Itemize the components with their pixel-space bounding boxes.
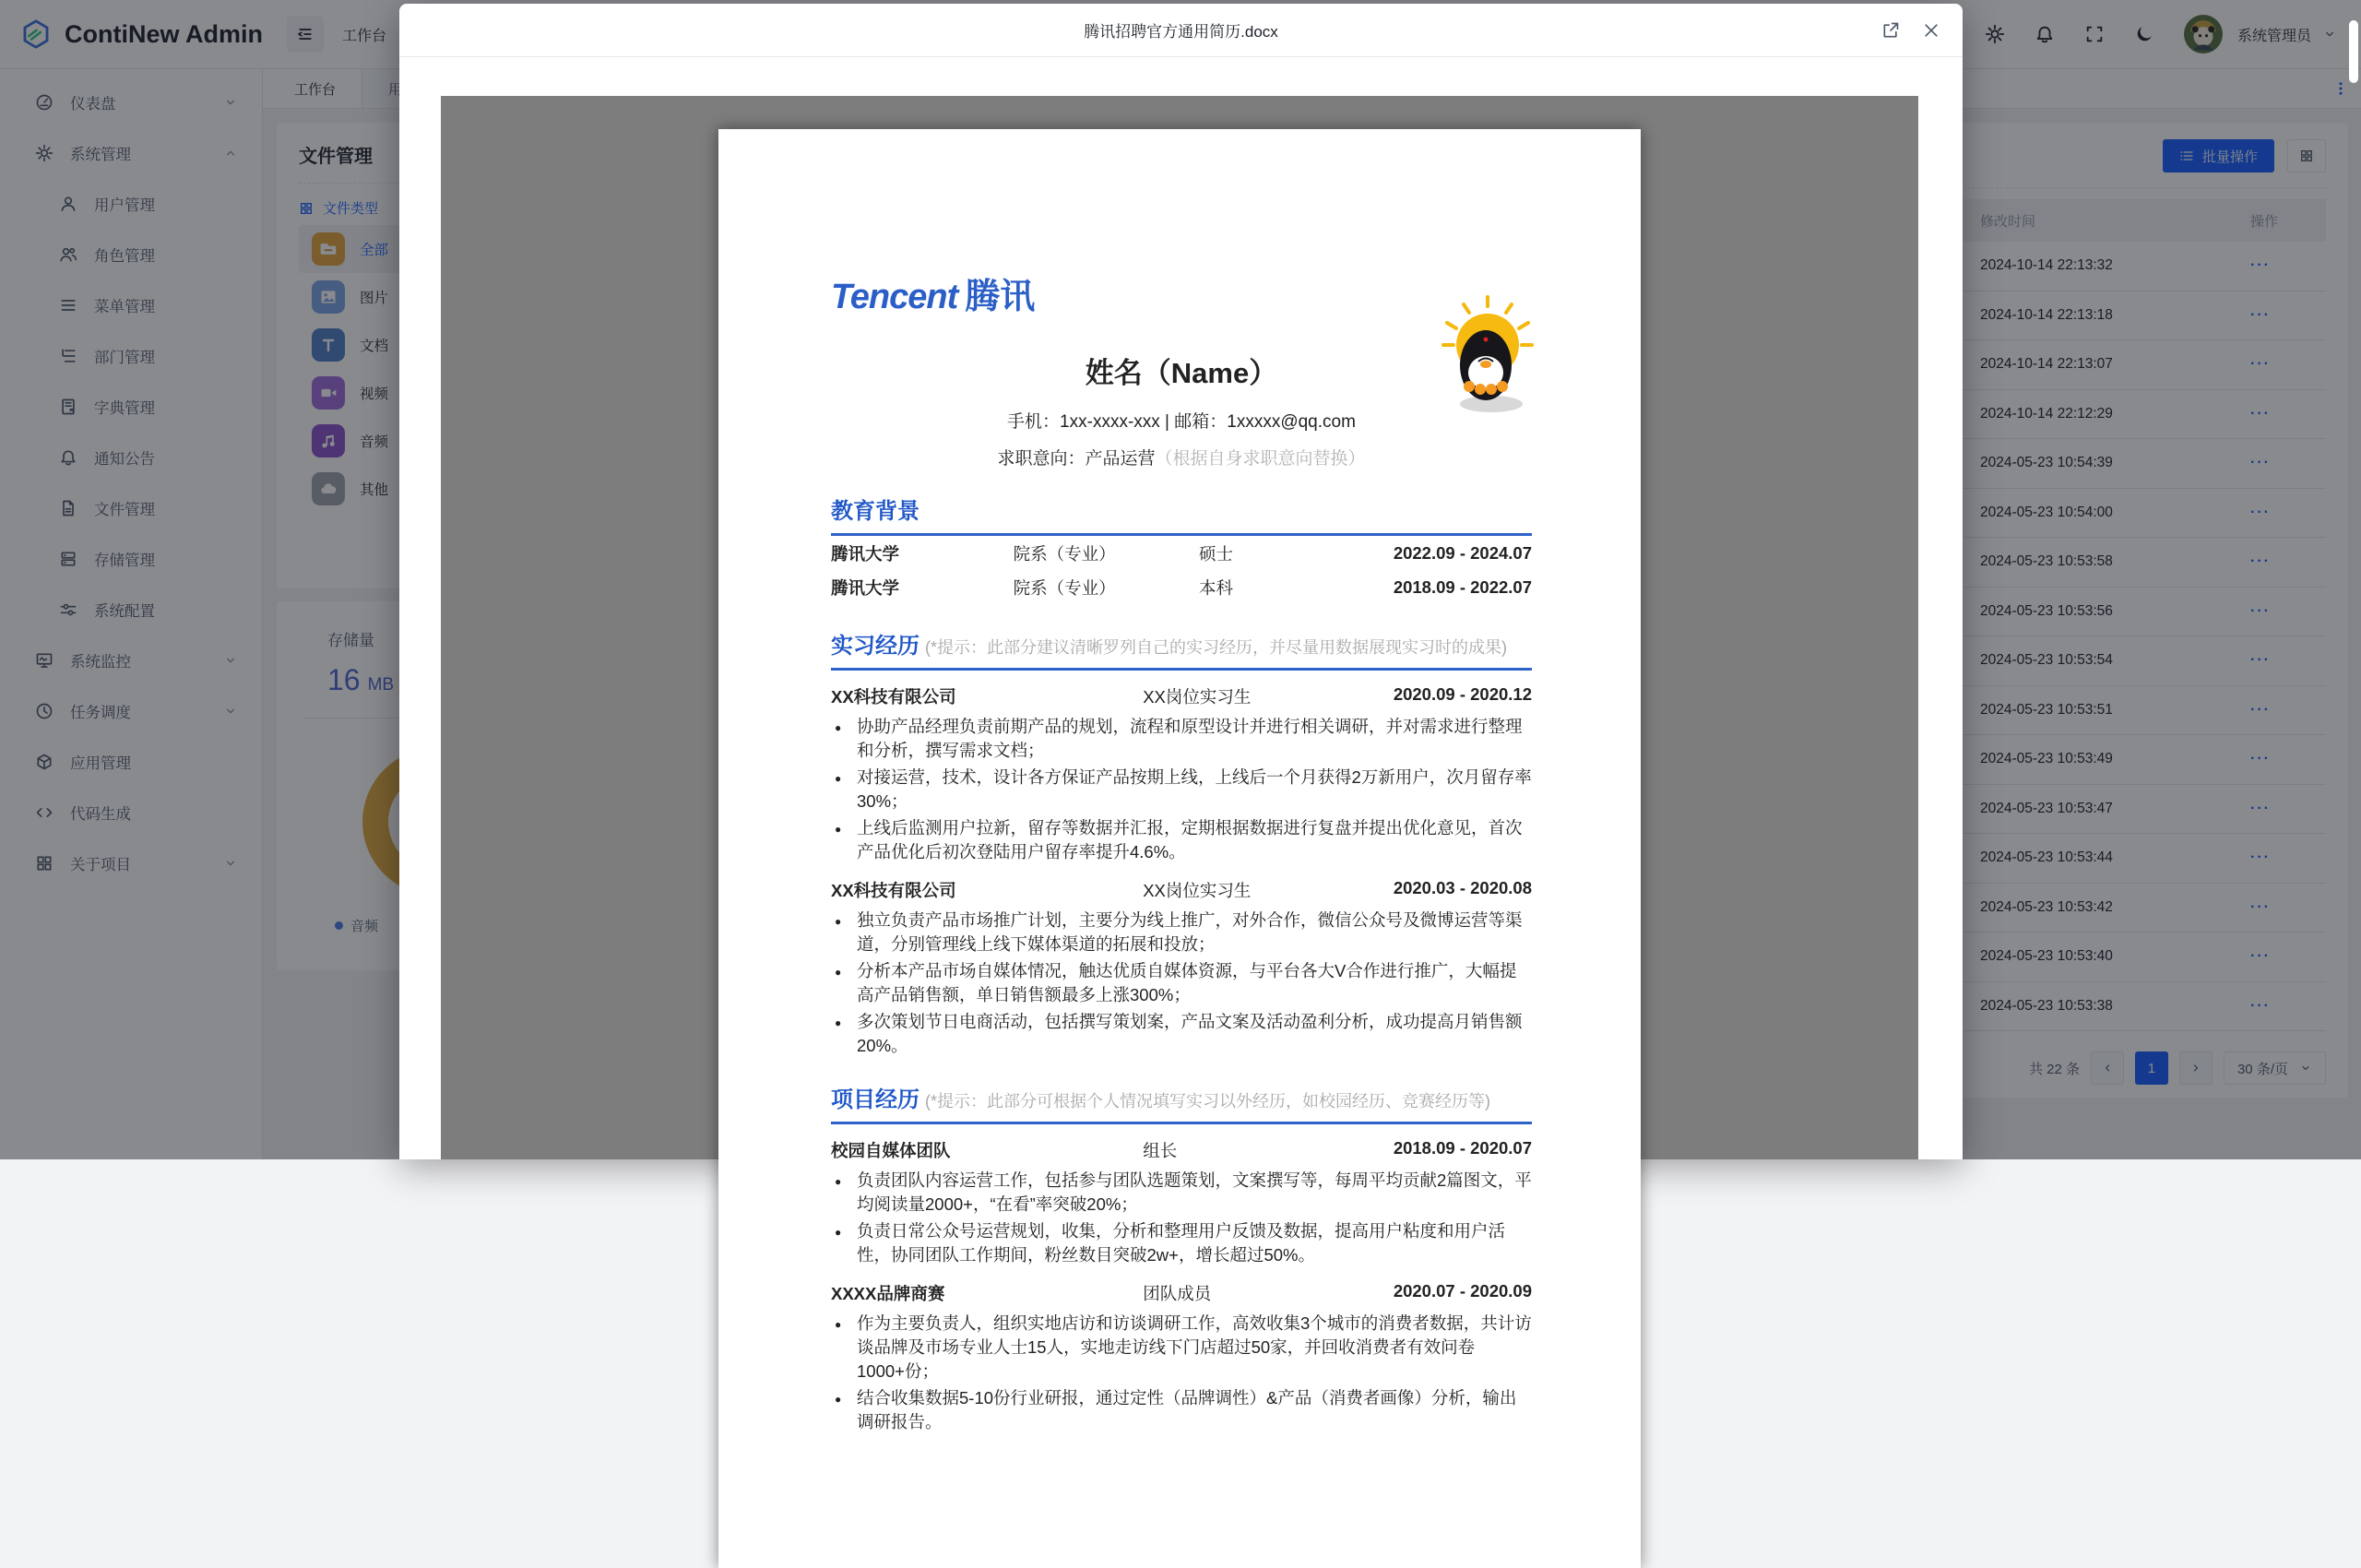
bullet-item: ● 上线后监测用户拉新，留存等数据并汇报，定期根据数据进行复盘并提出优化意见，首次产品优化后初次登陆用户留存率提升4.6%。	[831, 816, 1532, 864]
bullet-item: ● 负责团队内容运营工作，包括参与团队选题策划，文案撰写等，每周平均贡献2篇图文，平均阅读量2000+，“在看”率突破20%；	[831, 1169, 1532, 1217]
experience-entry	[831, 1281, 1532, 1434]
file-preview-modal	[399, 4, 1963, 1431]
section-title: 实习经历	[831, 634, 919, 659]
experience-entry	[831, 684, 1532, 864]
bullet-item: ● 独立负责产品市场推广计划，主要分为线上推广，对外合作，微信公众号及微博运营等渠道，分别管理线上线下媒体渠道的拓展和投放；	[831, 909, 1532, 956]
bullet-item: ● 协助产品经理负责前期产品的规划，流程和原型设计并进行相关调研，并对需求进行整理和分析，撰写需求文档；	[831, 715, 1532, 763]
entry-date: 2020.07 - 2020.09	[1393, 1281, 1532, 1301]
modal-header	[399, 4, 1963, 57]
bullet-item: ● 负责日常公众号运营规划，收集，分析和整理用户反馈及数据，提高用户粘度和用户活性，协同团队工作期间，粉丝数目突破2w+，增长超过50%。	[831, 1219, 1532, 1267]
entry-org: XX科技有限公司	[831, 881, 956, 900]
external-link-icon[interactable]	[1881, 21, 1900, 40]
experience-entry	[831, 878, 1532, 1058]
entry-date: 2020.03 - 2020.08	[1393, 878, 1532, 897]
section-hint: (*提示：此部分可根据个人情况填写实习以外经历，如校园经历、竞赛经历等)	[925, 1092, 1490, 1111]
document-viewer[interactable]	[441, 96, 1918, 1431]
entry-org: XXXX品牌商赛	[831, 1284, 945, 1303]
resume-intent: 求职意向：产品运营（根据自身求职意向替换）	[997, 449, 1366, 469]
section-hint: (*提示：此部分建议清晰罗列自己的实习经历，并尽量用数据展现实习时的成果)	[925, 638, 1507, 657]
bullet-item: ● 作为主要负责人，组织实地店访和访谈调研工作，高效收集3个城市的消费者数据，共计访谈品牌及市场专业人士15人，实地走访线下门店超过50家，并回收消费者有效问卷1000+份；	[831, 1312, 1532, 1384]
resume-section	[831, 1081, 1532, 1434]
bullet-item: ● 对接运营，技术，设计各方保证产品按期上线，上线后一个月获得2万新用户，次月留存率30%；	[831, 766, 1532, 814]
education-row: 腾讯大学 院系（专业） 本科 2018.09 - 2022.07	[831, 576, 1532, 598]
section-title: 教育背景	[831, 499, 919, 524]
section-rule	[831, 668, 1532, 671]
education-row: 腾讯大学 院系（专业） 硕士 2022.09 - 2024.07	[831, 542, 1532, 564]
entry-date: 2018.09 - 2020.07	[1393, 1138, 1532, 1158]
experience-entry	[831, 1138, 1532, 1267]
entry-role: XX岗位实习生	[1143, 881, 1252, 900]
section-title: 项目经历	[831, 1087, 919, 1112]
tencent-logo: Tencent 腾讯	[831, 278, 1036, 316]
entry-org: XX科技有限公司	[831, 687, 956, 707]
scrollbar-thumb[interactable]	[2349, 20, 2358, 83]
bullet-item: ● 多次策划节日电商活动，包括撰写策划案，产品文案及活动盈利分析，成功提高月销售额20%。	[831, 1010, 1532, 1058]
section-rule	[831, 1122, 1532, 1124]
document-page	[718, 129, 1641, 1568]
penguin-photo	[1432, 291, 1543, 413]
resume-section	[831, 627, 1532, 1058]
entry-role: XX岗位实习生	[1143, 687, 1252, 707]
entry-role: 团队成员	[1143, 1284, 1212, 1303]
resume-contact: 手机：1xx-xxxx-xxx | 邮箱：1xxxxx@qq.com	[1007, 412, 1356, 432]
resume-section	[831, 493, 1532, 604]
modal-title: 腾讯招聘官方通用简历.docx	[1084, 23, 1278, 41]
resume-name: 姓名（Name）	[1085, 357, 1278, 389]
entry-date: 2020.09 - 2020.12	[1393, 684, 1532, 704]
bullet-item: ● 分析本产品市场自媒体情况，触达优质自媒体资源，与平台各大V合作进行推广，大幅提高产品销售额，单日销售额最多上涨300%；	[831, 959, 1532, 1007]
close-icon[interactable]	[1922, 21, 1940, 40]
entry-role: 组长	[1143, 1141, 1178, 1160]
entry-org: 校园自媒体团队	[831, 1141, 951, 1160]
resume-sections	[831, 493, 1532, 1434]
bullet-item: ● 结合收集数据5-10份行业研报，通过定性（品牌调性）&产品（消费者画像）分析，输出调研报告。	[831, 1386, 1532, 1434]
